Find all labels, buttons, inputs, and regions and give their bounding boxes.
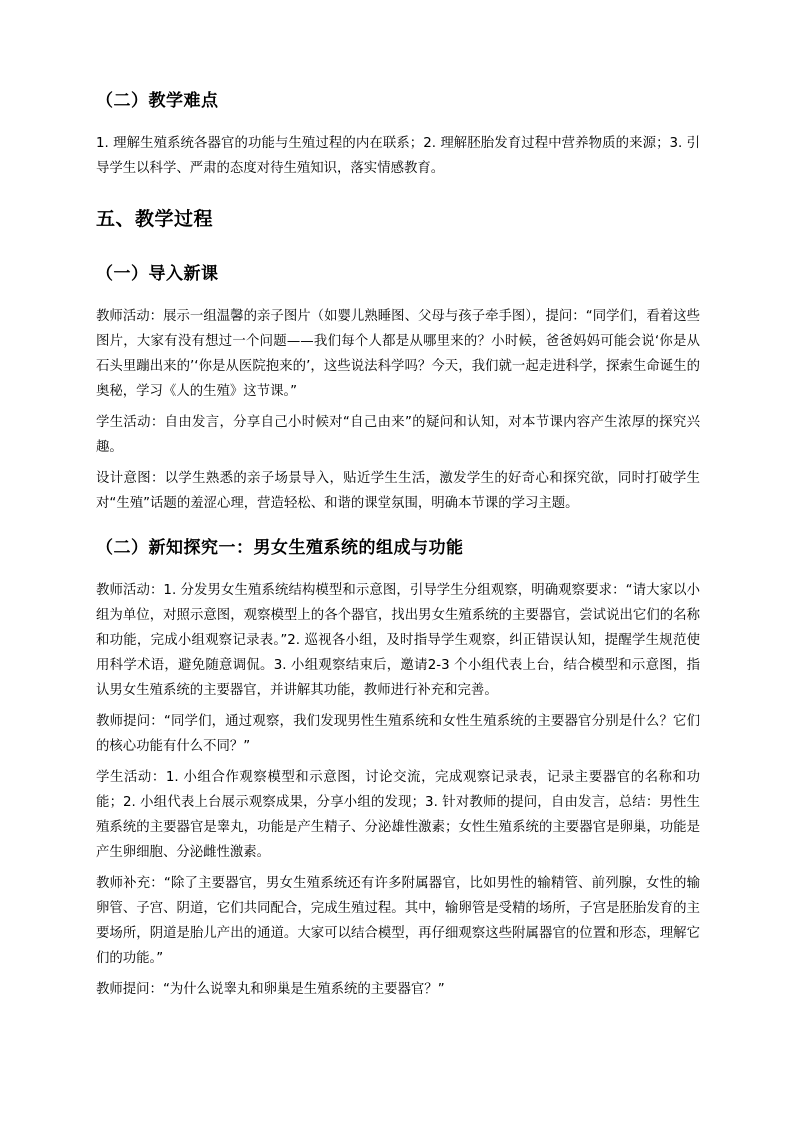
teaching-difficulty-text: 1. 理解生殖系统各器官的功能与生殖过程的内在联系；2. 理解胚胎发育过程中营养物质的来源；3. 引导学生以科学、严肃的态度对待生殖知识，落实情感教育。: [96, 136, 700, 176]
explore-teacher-activity: 教师活动：1. 分发男女生殖系统结构模型和示意图，引导学生分组观察，明确观察要求：“请大家以小组为单位，对照示意图，观察模型上的各个器官，找出男女生殖系统的主要器官，尝试说出它们的名称和功能，完成小组观察记录表。”2. 巡视各小组，及时指导学生观察，纠正错误认知，提醒学生规范使用科学术语，避免随意调侃。3. 小组观察结束后，邀请2-3 个小组代表上台，结合模型和示意图，指认男女生殖系统的主要器官，并讲解其功能，教师进行补充和完善。: [96, 583, 700, 698]
explore-teacher-supplement: 教师补充：“除了主要器官，男女生殖系统还有许多附属器官，比如男性的输精管、前列腺，女性的输卵管、子宫、阴道，它们共同配合，完成生殖过程。其中，输卵管是受精的场所，子宫是胚胎发育的主要场所，阴道是胎儿产出的通道。大家可以结合模型，再仔细观察这些附属器官的位置和形态，理解它们的功能。”: [96, 876, 700, 966]
intro-section-heading: （一）导入新课: [96, 264, 219, 284]
document-page: [96, 88, 700, 1002]
explore-teacher-question-1: 教师提问：“同学们，通过观察，我们发现男性生殖系统和女性生殖系统的主要器官分别是什么？它们的核心功能有什么不同？”: [96, 714, 700, 754]
intro-student-activity: 学生活动：自由发言，分享自己小时候对“自己由来”的疑问和认知，对本节课内容产生浓厚的探究兴趣。: [96, 415, 700, 455]
explore-section-heading: （二）新知探究一：男女生殖系统的组成与功能: [96, 538, 464, 558]
intro-design-intent: 设计意图：以学生熟悉的亲子场景导入，贴近学生生活，激发学生的好奇心和探究欲，同时打破学生对“生殖”话题的羞涩心理，营造轻松、和谐的课堂氛围，明确本节课的学习主题。: [96, 471, 700, 511]
explore-teacher-question-2: 教师提问：“为什么说睾丸和卵巢是生殖系统的主要器官？”: [96, 982, 445, 997]
teaching-process-heading: 五、教学过程: [96, 208, 214, 230]
teaching-difficulty-heading: （二）教学难点: [96, 91, 219, 111]
intro-teacher-activity: 教师活动：展示一组温馨的亲子图片（如婴儿熟睡图、父母与孩子牵手图），提问：“同学们，看着这些图片，大家有没有想过一个问题——我们每个人都是从哪里来的？小时候，爸爸妈妈可能会说‘你是从石头里蹦出来的’‘你是从医院抱来的’，这些说法科学吗？今天，我们就一起走进科学，探索生命诞生的奥秘，学习《人的生殖》这节课。”: [96, 309, 700, 399]
explore-student-activity: 学生活动：1. 小组合作观察模型和示意图，讨论交流，完成观察记录表，记录主要器官的名称和功能；2. 小组代表上台展示观察成果，分享小组的发现；3. 针对教师的提问，自由发言，总结：男性生殖系统的主要器官是睾丸，功能是产生精子、分泌雄性激素；女性生殖系统的主要器官是卵巢，功能是产生卵细胞、分泌雌性激素。: [96, 770, 700, 860]
